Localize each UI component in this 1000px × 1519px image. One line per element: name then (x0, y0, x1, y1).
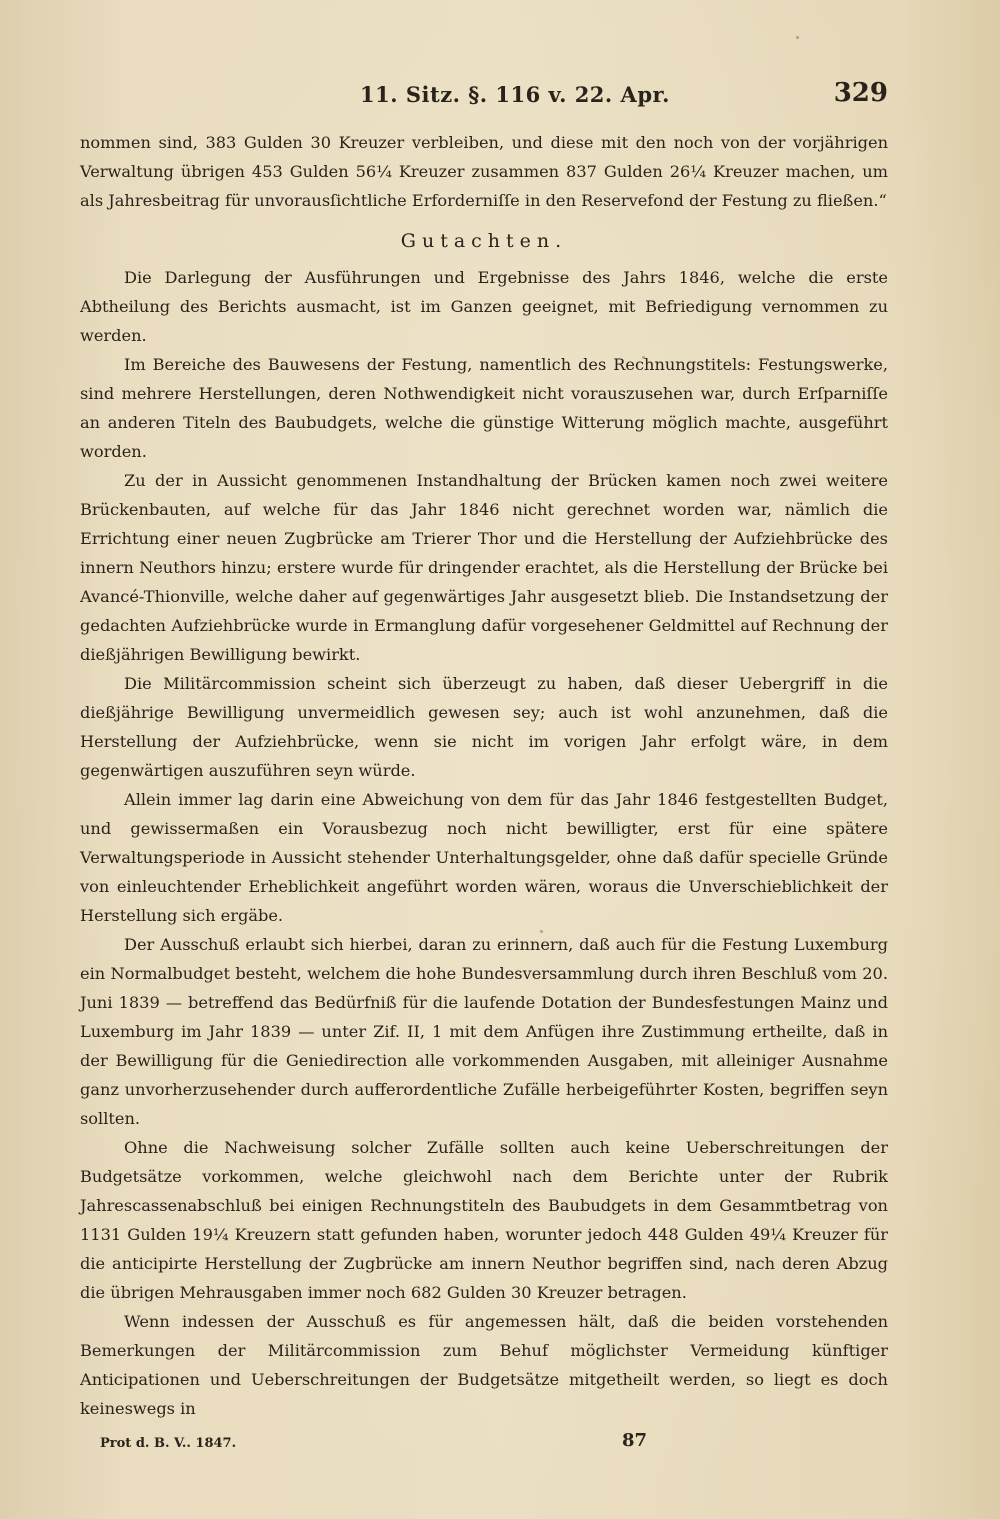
paragraph: Die Darlegung der Ausführungen und Ergebnisse des Jahrs 1846, welche die erste Abtheilung des Berichts ausmacht, ist im Ganzen geeignet, mit Befriedigung vernommen zu werden. (80, 268, 888, 345)
page-number: 329 (833, 78, 888, 108)
signature-mark: Prot d. B. V.. 1847. (100, 1436, 237, 1451)
page-footer (100, 1430, 888, 1460)
paragraph: Im Bereiche des Bauwesens der Festung, namentlich des Rechnungstitels: Festungswerke, sind mehrere Herstellungen, deren Nothwendigkeit nicht vorauszusehen war, durch Erſparniſſe an anderen Titeln des Baubudgets, welche die günstige Witterung möglich machte, ausgeführt worden. (80, 355, 888, 461)
paper-speck (796, 36, 799, 39)
paragraph: Wenn indessen der Ausschuß es für angemessen hält, daß die beiden vorstehenden Bemerkungen der Militärcommission zum Behuf möglichster Vermeidung künftiger Anticipationen und Ueberschreitungen der Budgetsätze mitgetheilt werden, so liegt es doch keineswegs in (80, 1312, 888, 1418)
sheet-number: 87 (622, 1430, 648, 1451)
paragraph: Ohne die Nachweisung solcher Zufälle sollten auch keine Ueberschreitungen der Budgetsätze vorkommen, welche gleichwohl nach dem Berichte unter der Rubrik Jahrescassenabschluß bei einigen Rechnungstiteln des Baubudgets in dem Gesammtbetrag von 1131 Gulden 19¼ Kreuzern statt gefunden haben, worunter jedoch 448 Gulden 49¼ Kreuzer für die anticipirte Herstellung der Zugbrücke am innern Neuthor begriffen sind, nach deren Abzug die übrigen Mehrausgaben immer noch 682 Gulden 30 Kreuzer betragen. (80, 1138, 888, 1302)
paragraph: Der Ausschuß erlaubt sich hierbei, daran zu erinnern, daß auch für die Festung Luxemburg ein Normalbudget besteht, welchem die hohe Bundesversammlung durch ihren Beschluß vom 20. Juni 1839 — betreffend das Bedürfniß für die laufende Dotation der Bundesfestungen Mainz und Luxemburg im Jahr 1839 — unter Zif. II, 1 mit dem Anfügen ihre Zustimmung ertheilte, daß in der Bewilligung für die Geniedirection alle vorkommenden Ausgaben, mit alleiniger Ausnahme ganz unvorherzusehender durch aufferordentliche Zufälle herbeigeführter Kosten, begriffen seyn sollten. (80, 935, 888, 1128)
paragraph: Zu der in Aussicht genommenen Instandhaltung der Brücken kamen noch zwei weitere Brückenbauten, auf welche für das Jahr 1846 nicht gerechnet worden war, nämlich die Errichtung einer neuen Zugbrücke am Trierer Thor und die Herstellung der Aufziehbrücke des innern Neuthors hinzu; erstere wurde für dringender erachtet, als die Herstellung der Brücke bei Avancé-Thionville, welche daher auf gegenwärtiges Jahr ausgesetzt blieb. Die Instandsetzung der gedachten Aufziehbrücke wurde in Ermanglung dafür vorgesehener Geldmittel auf Rechnung der dießjährigen Bewilligung bewirkt. (80, 471, 888, 664)
body-text (80, 128, 888, 1423)
page-header (80, 78, 888, 118)
intro-paragraph: nommen sind, 383 Gulden 30 Kreuzer verbleiben, und diese mit den noch von der vorjährigen Verwaltung übrigen 453 Gulden 56¼ Kreuzer zusammen 837 Gulden 26¼ Kreuzer machen, um als Jahresbeitrag für unvorausſichtliche Erforderniſſe in den Reservefond der Festung zu fließen.“ (80, 133, 888, 210)
paragraph: Die Militärcommission scheint sich überzeugt zu haben, daß dieser Uebergriff in die dießjährige Bewilligung unvermeidlich gewesen sey; auch ist wohl anzunehmen, daß die Herstellung der Aufziehbrücke, wenn sie nicht im vorigen Jahr erfolgt wäre, in dem gegenwärtigen auszuführen seyn würde. (80, 674, 888, 780)
section-title: Gutachten. (400, 230, 568, 252)
running-head: 11. Sitz. §. 116 v. 22. Apr. (360, 82, 670, 107)
paragraph: Allein immer lag darin eine Abweichung von dem für das Jahr 1846 festgestellten Budget, und gewissermaßen ein Vorausbezug noch nicht bewilligter, erst für eine spätere Verwaltungsperiode in Aussicht stehender Unterhaltungsgelder, ohne daß dafür specielle Gründe von einleuchtender Erheblichkeit angeführt worden wären, woraus die Unverschieblichkeit der Herstellung sich ergäbe. (80, 790, 888, 925)
